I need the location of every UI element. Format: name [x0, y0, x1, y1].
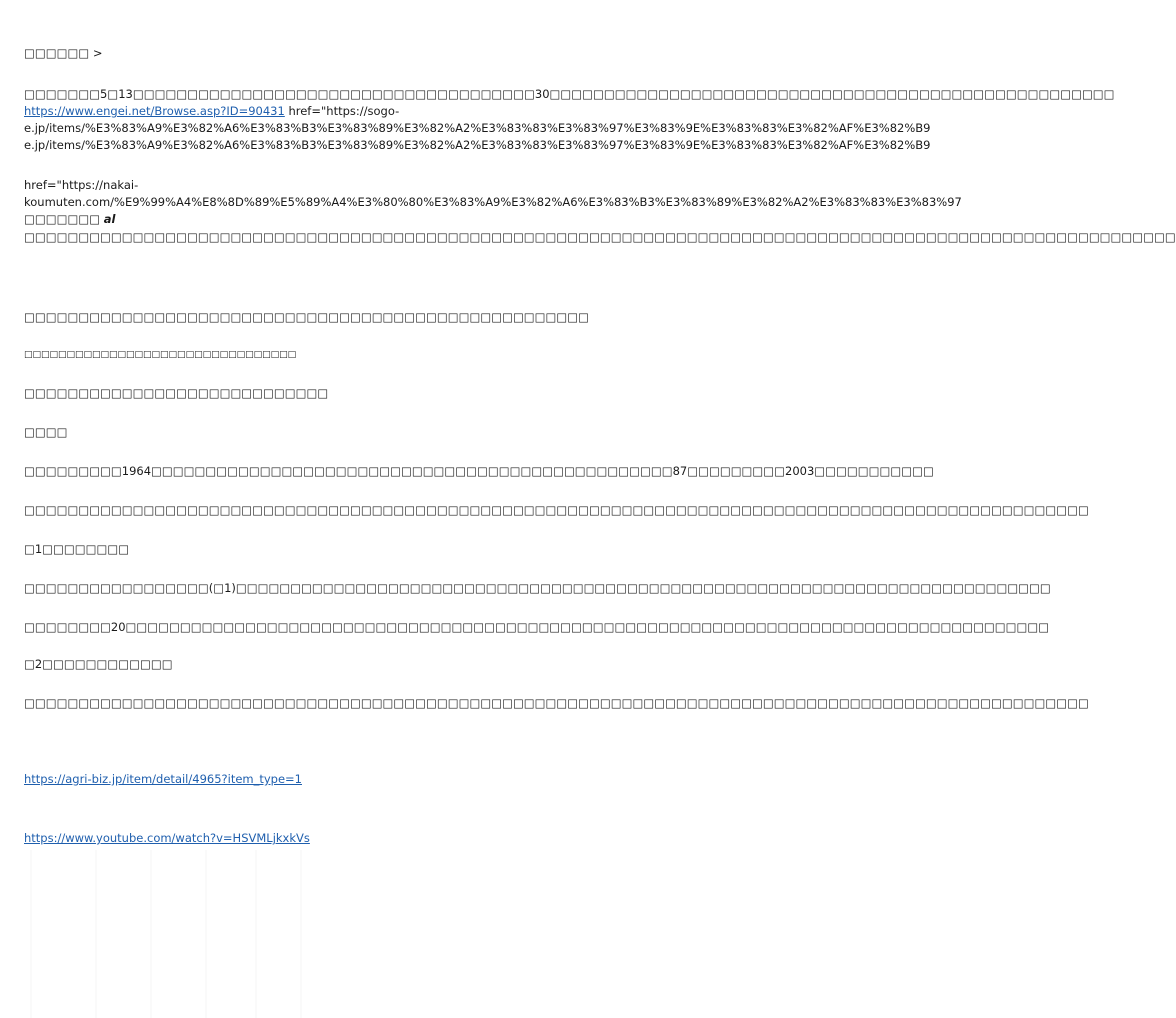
paragraph-5: □□□□□□□□□1964□□□□□□□□□□□□□□□□□□□□□□□□□□□□□□□□□□□□□□□□□□□□□□□□87□□□□□□□□□2003□□□□□□□□□□□ [24, 464, 934, 478]
paragraph-4: □□□□□□□□□□□□□□□□□□□□□□□□□□□□ [24, 386, 329, 400]
nakai-label-line [24, 211, 698, 227]
sogo-href-text: href="https://sogo- [288, 104, 400, 118]
nakai-href-line: href="https://nakai- [24, 178, 139, 192]
agri-biz-link[interactable]: https://agri-biz.jp/item/detail/4965?item_type=1 [24, 772, 302, 786]
intro-line-4: e.jp/items/%E3%83%A9%E3%82%A6%E3%83%B3%E3%83%89%E3%82%A2%E3%83%83%E3%83%97%E3%83%9E%E3%83%83%E3%82%AF%E3%82%B9 [24, 138, 931, 152]
paragraph-6: □□□□□□□□□□□□□□□□□□□□□□□□□□□□□□□□□□□□□□□□□□□□□□□□□□□□□□□□□□□□□□□□□□□□□□□□□□□□□□□□□□□□□□□□□□□□□□□□□□ [24, 503, 1089, 517]
subheading-1: □1□□□□□□□□ [24, 542, 130, 556]
paragraph-2: □□□□□□□□□□□□□□□□□□□□□□□□□□□□□□□□□□□□□□□□□□□□□□□□□□□□ [24, 310, 590, 324]
background-stripe [95, 850, 97, 1018]
paragraph-3: □□□□□□□□□□□□□□□□□□□□□□□□□□□□□□□□ [24, 350, 297, 360]
intro-line-1: □□□□□□□5□13□□□□□□□□□□□□□□□□□□□□□□□□□□□□□□□□□□□□□30□□□□□□□□□□□□□□□□□□□□□□□□□□□□□□□□□□□□□□□□□□□□□□□□□□□□ [24, 87, 1115, 101]
document-body [24, 0, 1176, 1018]
nakai-url-line: koumuten.com/%E9%99%A4%E8%8D%89%E5%89%A4%E3%80%80%E3%83%A9%E3%82%A6%E3%83%B3%E3%83%89%E3%82%A2%E3%83%83%E3%83%97 [24, 195, 962, 209]
paragraph-7: □□□□□□□□□□□□□□□□□(□1)□□□□□□□□□□□□□□□□□□□□□□□□□□□□□□□□□□□□□□□□□□□□□□□□□□□□□□□□□□□□□□□□□□□□□□□□□□□ [24, 581, 1051, 595]
youtube-link[interactable]: https://www.youtube.com/watch?v=HSVMLjkxkVs [24, 831, 310, 845]
background-stripe [30, 850, 32, 1018]
nakai-label: □□□□□□□ [24, 212, 101, 226]
background-stripe [255, 850, 257, 1018]
paragraph-8: □□□□□□□□20□□□□□□□□□□□□□□□□□□□□□□□□□□□□□□□□□□□□□□□□□□□□□□□□□□□□□□□□□□□□□□□□□□□□□□□□□□□□□□□□□□□□□ [24, 620, 1050, 634]
engei-link[interactable]: https://www.engei.net/Browse.asp?ID=90431 [24, 104, 285, 118]
background-stripe [150, 850, 152, 1018]
background-stripe [205, 850, 207, 1018]
paragraph-9: □□□□□□□□□□□□□□□□□□□□□□□□□□□□□□□□□□□□□□□□□□□□□□□□□□□□□□□□□□□□□□□□□□□□□□□□□□□□□□□□□□□□□□□□□□□□□□□□□□ [24, 696, 1089, 710]
youtube-link-line [24, 830, 698, 846]
paragraph-1: □□□□□□□□□□□□□□□□□□□□□□□□□□□□□□□□□□□□□□□□□□□□□□□□□□□□□□□□□□□□□□□□□□□□□□□□□□□□□□□□□□□□□□□□□□□□□□□□□□□□□□□□□□ [24, 230, 1176, 244]
agri-biz-link-line [24, 771, 698, 787]
background-stripe [300, 850, 302, 1018]
section-heading: □□□□ [24, 425, 68, 439]
breadcrumb[interactable]: □□□□□□ > [24, 46, 103, 60]
intro-line-2 [24, 103, 698, 119]
intro-line-3: e.jp/items/%E3%83%A9%E3%82%A6%E3%83%B3%E3%83%89%E3%82%A2%E3%83%83%E3%83%97%E3%83%9E%E3%83%83%E3%82%AF%E3%82%B9 [24, 121, 931, 135]
subheading-2: □2□□□□□□□□□□□□ [24, 657, 173, 671]
nakai-label-suffix: al [103, 212, 116, 226]
